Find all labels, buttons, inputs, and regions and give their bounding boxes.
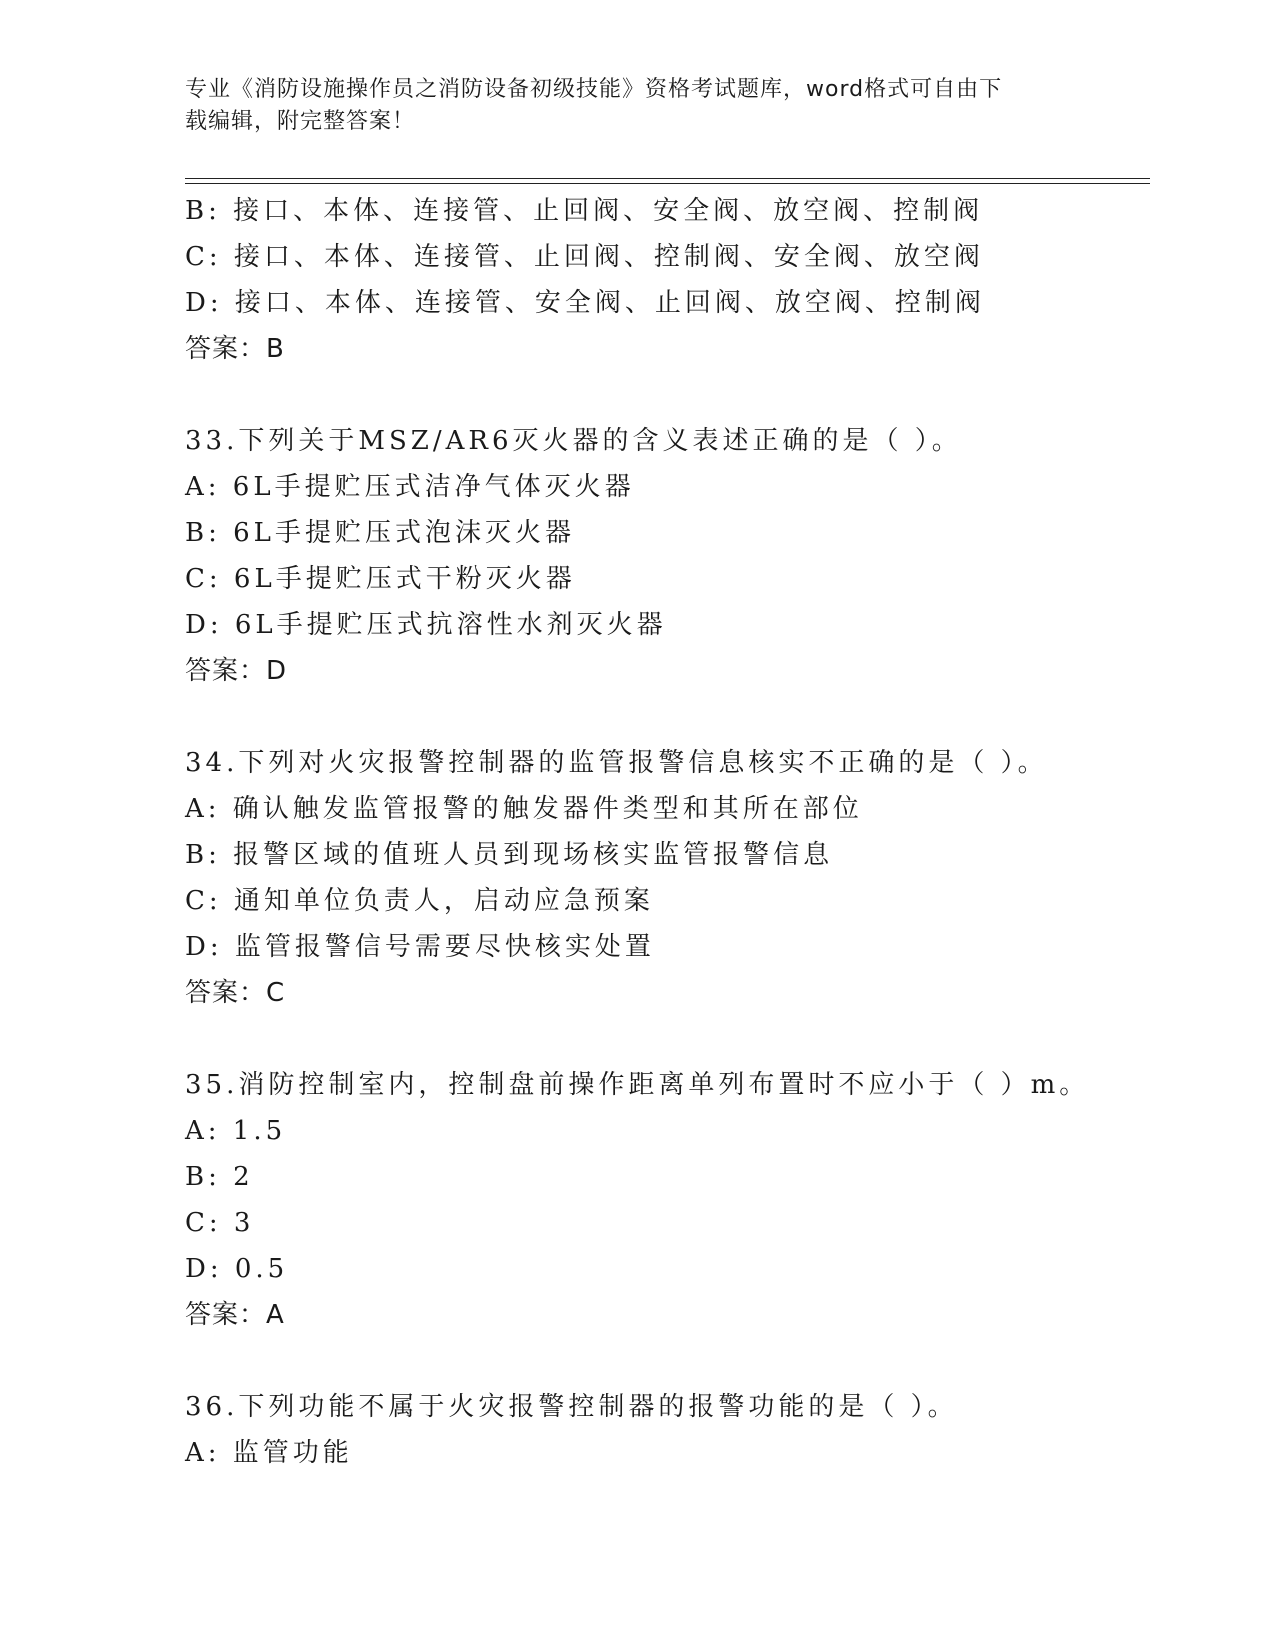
option-c: C: 3 bbox=[185, 1208, 255, 1238]
option-c: C: 通知单位负责人，启动应急预案 bbox=[185, 886, 654, 916]
answer: 答案：D bbox=[185, 656, 288, 686]
spacer bbox=[185, 1016, 1145, 1062]
option-b: B: 接口、本体、连接管、止回阀、安全阀、放空阀、控制阀 bbox=[185, 196, 984, 226]
option-b: B: 2 bbox=[185, 1162, 254, 1192]
question-stem: 33.下列关于MSZ/AR6灭火器的含义表述正确的是（ ）。 bbox=[185, 426, 962, 456]
answer: 答案：B bbox=[185, 334, 285, 364]
question-32 bbox=[185, 188, 1145, 372]
answer: 答案：C bbox=[185, 978, 286, 1008]
option-c: C: 接口、本体、连接管、止回阀、控制阀、安全阀、放空阀 bbox=[185, 242, 984, 272]
question-34 bbox=[185, 740, 1145, 1016]
option-d: D: 监管报警信号需要尽快核实处置 bbox=[185, 932, 655, 962]
header-divider-top bbox=[185, 178, 1150, 179]
document-header bbox=[185, 74, 1085, 138]
option-c: C: 6L手提贮压式干粉灭火器 bbox=[185, 564, 576, 594]
question-list bbox=[185, 188, 1145, 1476]
question-36 bbox=[185, 1384, 1145, 1476]
option-d: D: 6L手提贮压式抗溶性水剂灭火器 bbox=[185, 610, 667, 640]
header-divider-bottom bbox=[185, 183, 1150, 184]
question-stem: 36.下列功能不属于火灾报警控制器的报警功能的是（ ）。 bbox=[185, 1392, 958, 1422]
option-a: A: 确认触发监管报警的触发器件类型和其所在部位 bbox=[185, 794, 863, 824]
header-line-2: 载编辑，附完整答案！ bbox=[185, 109, 416, 134]
spacer bbox=[185, 1338, 1145, 1384]
option-a: A: 监管功能 bbox=[185, 1438, 353, 1468]
option-d: D: 接口、本体、连接管、安全阀、止回阀、放空阀、控制阀 bbox=[185, 288, 985, 318]
option-b: B: 6L手提贮压式泡沫灭火器 bbox=[185, 518, 575, 548]
option-d: D: 0.5 bbox=[185, 1254, 289, 1284]
option-a: A: 6L手提贮压式洁净气体灭火器 bbox=[185, 472, 635, 502]
question-stem: 35.消防控制室内，控制盘前操作距离单列布置时不应小于（ ）m。 bbox=[185, 1070, 1090, 1100]
header-line-1: 专业《消防设施操作员之消防设备初级技能》资格考试题库，word格式可自由下 bbox=[185, 77, 1003, 102]
answer: 答案：A bbox=[185, 1300, 285, 1330]
question-35 bbox=[185, 1062, 1145, 1338]
spacer bbox=[185, 694, 1145, 740]
spacer bbox=[185, 372, 1145, 418]
question-stem: 34.下列对火灾报警控制器的监管报警信息核实不正确的是（ ）。 bbox=[185, 748, 1048, 778]
option-b: B: 报警区域的值班人员到现场核实监管报警信息 bbox=[185, 840, 834, 870]
option-a: A: 1.5 bbox=[185, 1116, 287, 1146]
question-33 bbox=[185, 418, 1145, 694]
